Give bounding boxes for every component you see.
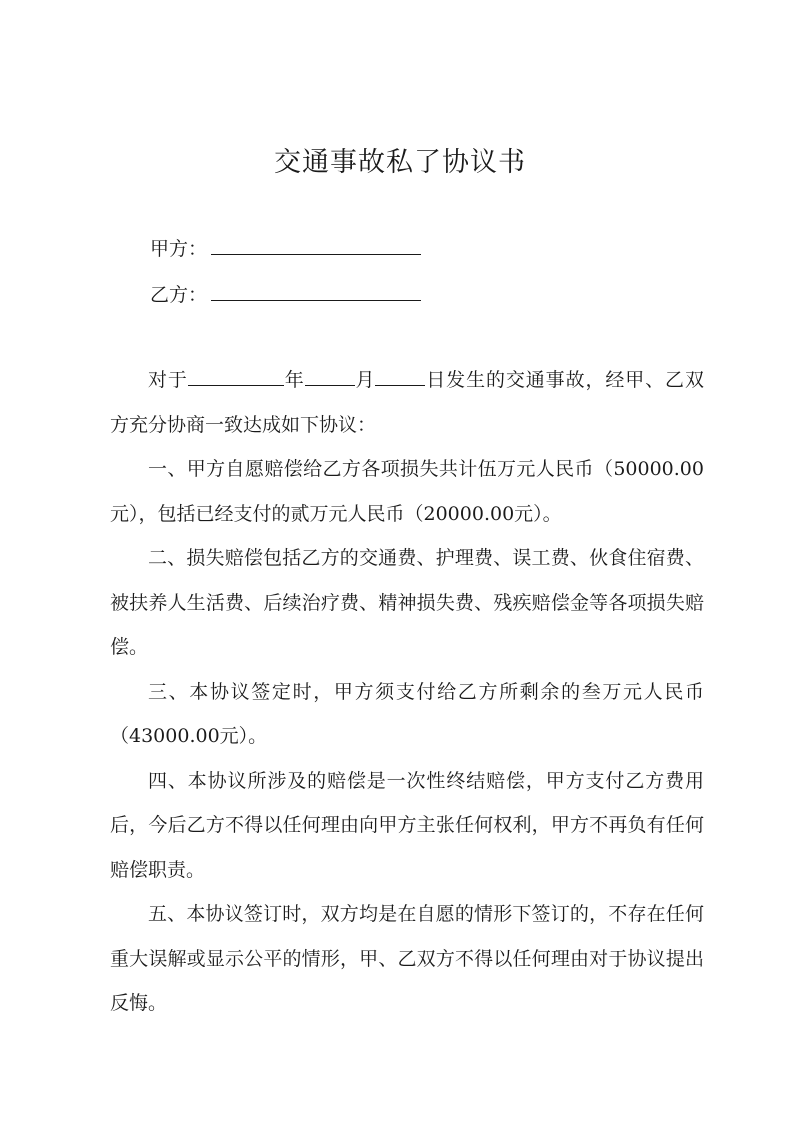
- month-label: 月: [354, 369, 376, 391]
- agreement-body: [110, 358, 704, 1026]
- clause-5: 五、本协议签订时，双方均是在自愿的情形下签订的，不存在任何重大误解或显示公平的情形，甲、乙双方不得以任何理由对于协议提出反悔。: [110, 903, 704, 1014]
- clause-3: 三、本协议签定时，甲方须支付给乙方所剩余的叁万元人民币（43000.00元）。: [110, 680, 704, 747]
- party-a-blank[interactable]: [211, 232, 421, 255]
- clause-4: 四、本协议所涉及的赔偿是一次性终结赔偿，甲方支付乙方费用后，今后乙方不得以任何理由向甲方主张任何权利，甲方不再负有任何赔偿职责。: [110, 769, 704, 881]
- intro-prefix: 对于: [148, 369, 188, 391]
- month-blank[interactable]: [305, 365, 355, 386]
- year-blank[interactable]: [188, 365, 284, 386]
- clause-1: 一、甲方自愿赔偿给乙方各项损失共计伍万元人民币（50000.00元），包括已经支付的贰万元人民币（20000.00元）。: [110, 458, 704, 525]
- intro-paragraph: [110, 358, 704, 447]
- party-a-line: [150, 232, 421, 263]
- document-title: 交通事故私了协议书: [274, 147, 526, 178]
- intro-suffix: 日发生的交通事故，经甲、乙双方充分协商一致达成如下协议：: [110, 369, 704, 436]
- party-b-line: [150, 278, 421, 309]
- party-b-blank[interactable]: [211, 278, 421, 301]
- year-label: 年: [283, 369, 305, 391]
- party-b-label: 乙方：: [150, 284, 208, 306]
- clause-2: 二、损失赔偿包括乙方的交通费、护理费、误工费、伙食住宿费、被扶养人生活费、后续治疗费、精神损失费、残疾赔偿金等各项损失赔偿。: [110, 547, 704, 658]
- party-a-label: 甲方：: [150, 238, 208, 260]
- day-blank[interactable]: [375, 365, 425, 386]
